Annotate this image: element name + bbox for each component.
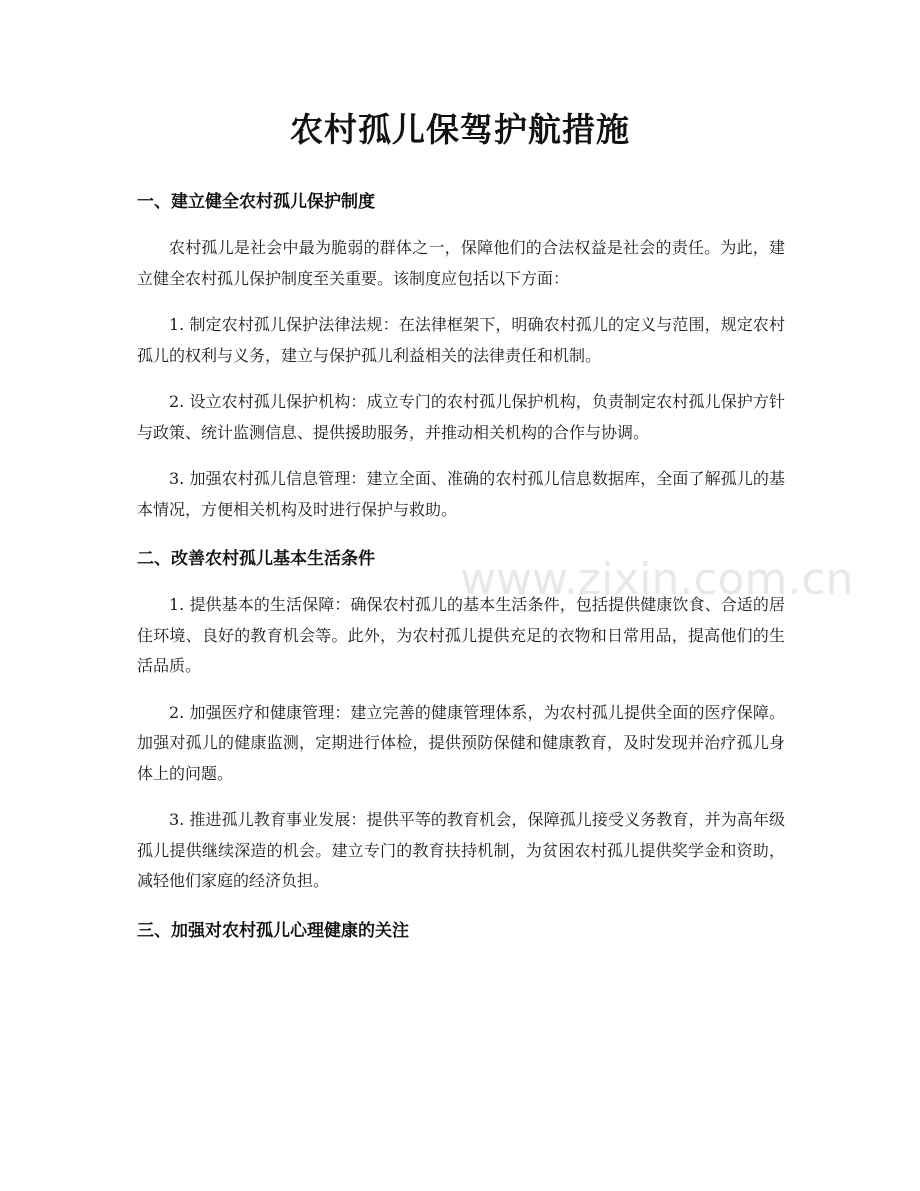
section-2 <box>137 541 785 897</box>
document-body <box>137 184 785 962</box>
watermark: www.zixin.com.cn <box>460 554 854 605</box>
section-heading: 二、改善农村孤儿基本生活条件 <box>137 549 375 569</box>
section-3 <box>137 913 785 949</box>
document-title: 农村孤儿保驾护航措施 <box>290 110 630 149</box>
paragraph: 农村孤儿是社会中最为脆弱的群体之一，保障他们的合法权益是社会的责任。为此，建立健全农村孤儿保护制度至关重要。该制度应包括以下方面： <box>137 238 785 288</box>
paragraph: 2. 设立农村孤儿保护机构：成立专门的农村孤儿保护机构，负责制定农村孤儿保护方针与政策、统计监测信息、提供援助服务，并推动相关机构的合作与协调。 <box>137 392 785 442</box>
paragraph: 3. 推进孤儿教育事业发展：提供平等的教育机会，保障孤儿接受义务教育，并为高年级孤儿提供继续深造的机会。建立专门的教育扶持机制，为贫困农村孤儿提供奖学金和资助，减轻他们家庭的经济负担。 <box>137 810 785 890</box>
section-1 <box>137 184 785 525</box>
paragraph: 2. 加强医疗和健康管理：建立完善的健康管理体系，为农村孤儿提供全面的医疗保障。加强对孤儿的健康监测，定期进行体检，提供预防保健和健康教育，及时发现并治疗孤儿身体上的问题。 <box>137 702 785 783</box>
paragraph: 1. 制定农村孤儿保护法律法规：在法律框架下，明确农村孤儿的定义与范围，规定农村孤儿的权利与义务，建立与保护孤儿利益相关的法律责任和机制。 <box>137 315 785 365</box>
section-heading: 三、加强对农村孤儿心理健康的关注 <box>137 920 409 941</box>
section-heading: 一、建立健全农村孤儿保护制度 <box>137 192 375 212</box>
paragraph: 3. 加强农村孤儿信息管理：建立全面、准确的农村孤儿信息数据库，全面了解孤儿的基本情况，方便相关机构及时进行保护与救助。 <box>137 469 785 519</box>
paragraph: 1. 提供基本的生活保障：确保农村孤儿的基本生活条件，包括提供健康饮食、合适的居住环境、良好的教育机会等。此外，为农村孤儿提供充足的衣物和日常用品，提高他们的生活品质。 <box>137 595 785 675</box>
